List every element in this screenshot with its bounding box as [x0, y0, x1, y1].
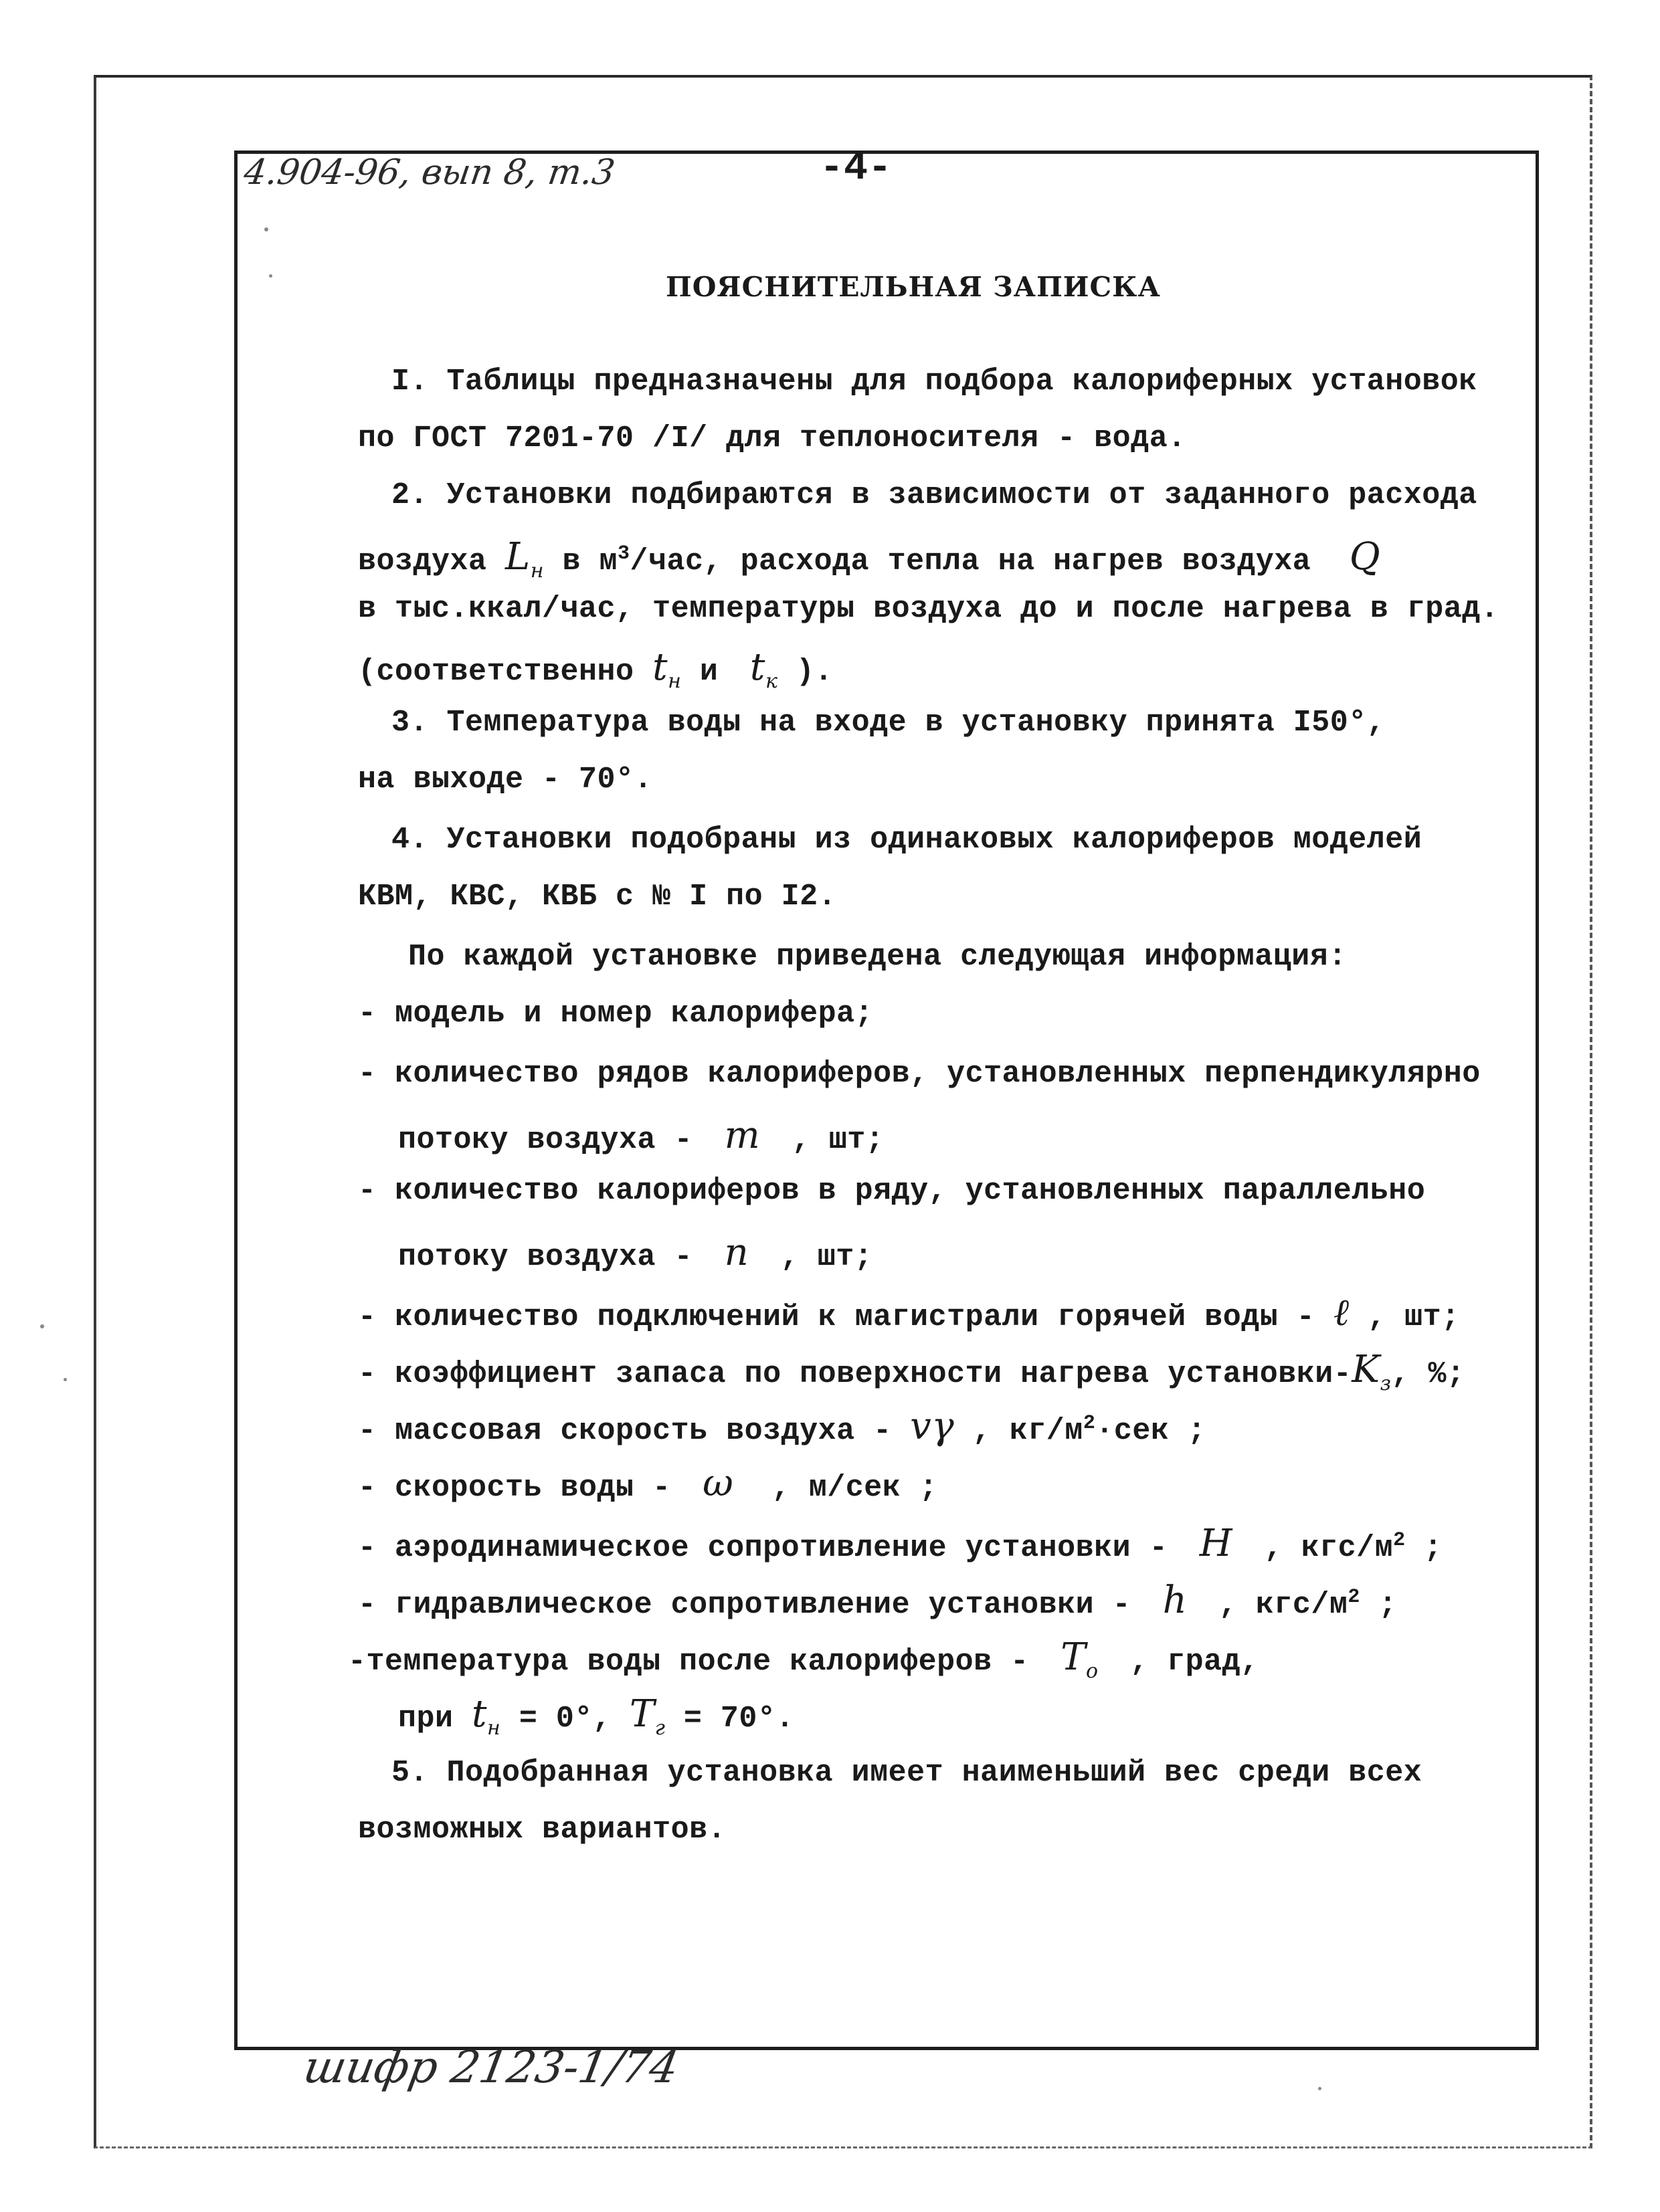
bullet-air-speed: - массовая скорость воздуха - vγ , $кг/м^2\cdot сек$ ;: [358, 1405, 1206, 1448]
bullet-aero-resistance: - аэродинамическое сопротивление установки - H , кгс/$м^2$ ;: [358, 1522, 1443, 1565]
symbol-Q: Q: [1349, 535, 1381, 579]
item2-line1: 2. Установки подбираются в зависимости от заданного расхода: [391, 478, 1477, 512]
symbol-vg: vγ: [910, 1405, 955, 1448]
scan-speck: [40, 1324, 44, 1328]
page-title: ПОЯСНИТЕЛЬНАЯ ЗАПИСКА: [666, 271, 1161, 303]
bullet-conditions: при $t_н = 0^\circ$, $T_г = 70^\circ$.: [398, 1692, 794, 1740]
symbol-n: n: [724, 1231, 749, 1274]
bullet-per-row-line2: потоку воздуха - n , шт;: [398, 1231, 873, 1274]
item4-line1: 4. Установки подобраны из одинаковых калориферов моделей: [391, 823, 1422, 857]
item2-line3: в тыс.ккал/час, температуры воздуха до и после нагрева в град.: [358, 592, 1499, 626]
bullet-reserve: - коэффициент запаса по поверхности нагрева установки-$K_з$, %;: [358, 1348, 1465, 1396]
scan-speck: [269, 274, 272, 278]
item5-line1: 5. Подобранная установка имеет наименьший вес среди всех: [391, 1756, 1422, 1790]
page-number: -4-: [820, 146, 893, 191]
bullet-rows-line1: - количество рядов калориферов, установленных перпендикулярно: [358, 1057, 1481, 1091]
item1-line2: по ГОСТ 7201-70 /I/ для теплоносителя - вода.: [358, 421, 1186, 456]
symbol-H: H: [1199, 1522, 1233, 1565]
symbol-L: $L_н$: [505, 535, 544, 583]
item1-line1: I. Таблицы предназначены для подбора калориферных установок: [391, 365, 1477, 399]
item2-line2: воздуха $L_н$ в $м^3$/час, расхода тепла на нагрев воздуха Q: [358, 535, 1381, 583]
footer-cipher: шифр 2123-1/74: [300, 2041, 683, 2093]
bullet-model: - модель и номер калорифера;: [358, 997, 874, 1031]
bullet-water-temp: -температура воды после калориферов - $T_о$ , град,: [348, 1635, 1259, 1684]
item2-line4: (соответственно $t_н$ и $t_к$ ).: [358, 645, 833, 694]
symbol-tn: $t_н$: [652, 645, 682, 694]
item3-line2: на выходе - 70°.: [358, 763, 653, 797]
item4-line2: КВМ, КВС, КВБ с № I по I2.: [358, 880, 837, 914]
symbol-w: ω: [703, 1462, 734, 1505]
bullet-water-speed: - скорость воды - ω , м/сек ;: [358, 1462, 938, 1505]
item4-line3: По каждой установке приведена следующая информация:: [408, 940, 1347, 974]
document-reference: 4.904-96, вып 8, т.3: [241, 153, 618, 193]
symbol-tn2: $t_н$: [472, 1692, 501, 1740]
scan-speck: [64, 1378, 67, 1381]
symbol-Tg: $T_г$: [629, 1692, 666, 1740]
bullet-hydro-resistance: - гидравлическое сопротивление установки - h , кгс/$м^2$ ;: [358, 1579, 1397, 1622]
item5-line2: возможных вариантов.: [358, 1813, 727, 1847]
symbol-l: ℓ: [1333, 1291, 1350, 1334]
bullet-per-row-line1: - количество калориферов в ряду, установленных параллельно: [358, 1174, 1426, 1208]
symbol-K: $K_з$: [1352, 1348, 1392, 1396]
scan-speck: [264, 227, 268, 231]
item3-line1: 3. Температура воды на входе в установку принята I50°,: [391, 706, 1386, 740]
scan-speck: [1318, 2087, 1321, 2090]
bullet-rows-line2: потоку воздуха - m , шт;: [398, 1114, 885, 1157]
symbol-h: h: [1162, 1579, 1188, 1622]
bullet-connections: - количество подключений к магистрали горячей воды - ℓ , шт;: [358, 1291, 1460, 1334]
symbol-tk: $t_к$: [749, 645, 778, 694]
symbol-m: m: [724, 1114, 761, 1157]
symbol-To: $T_о$: [1060, 1635, 1099, 1684]
